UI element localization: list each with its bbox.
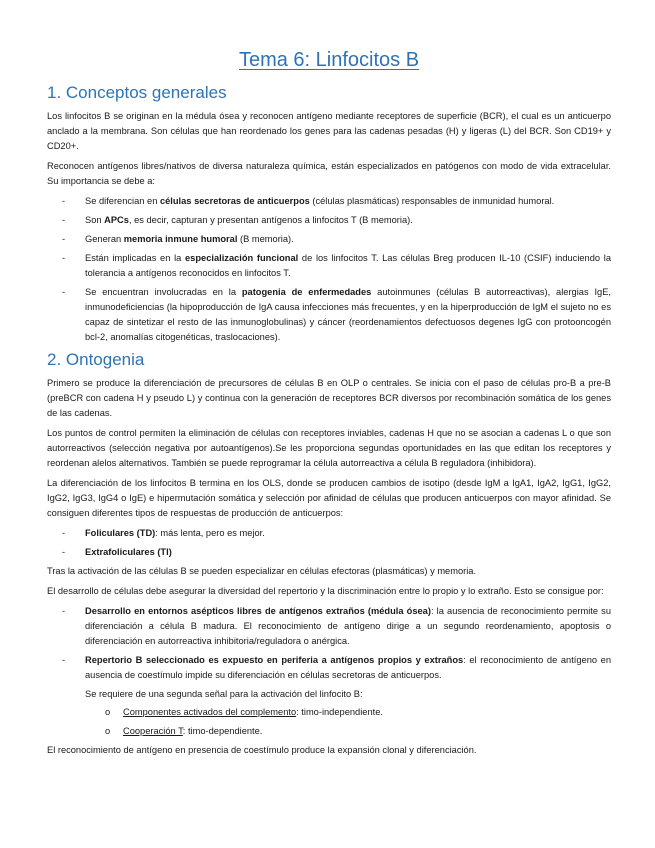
list-item: - Son APCs, es decir, capturan y presentan antígenos a linfocitos T (B memoria). bbox=[47, 213, 611, 228]
paragraph: Primero se produce la diferenciación de precursores de células B en OLP o centrales. Se inicia con el paso de células pro-B a pre-B (preBCR con cadena H y pseudo L) y continua con la generación de receptores BCR diversos por recombinación somática de los genes de las cadenas. bbox=[47, 378, 611, 418]
document-title: Tema 6: Linfocitos B bbox=[238, 49, 420, 71]
second-signal-text: Se requiere de una segunda señal para la activación del linfocito B: bbox=[85, 689, 363, 699]
development-list bbox=[47, 604, 611, 683]
dash-bullet: - bbox=[62, 528, 66, 538]
paragraph: Los puntos de control permiten la eliminación de células con receptores inviables, cadenas H que no se asocian a cadenas L o que son autorreactivos (selección negativa por autoantígenos).Se les proporciona segundas oportunidades en las que editan los receptores y reordenan alelos alternativos. También se puede reprogramar la célula autorreactiva a célula B reguladora (inhibidora). bbox=[47, 428, 611, 468]
list-item: - Se encuentran involucradas en la patogenia de enfermedades autoinmunes (células B autorreactivas), alergias IgE, inmunodeficiencias (la hipoproducción de IgA causa infecciones más frecuentes, y en la hiperproducción de IgM el sujeto no es capaz de sintetizar el resto de las inmunoglobulinas) y cáncer (reordenamientos defectuosos degenes IgG con protooncogén bcl-2, anomalías citogenéticas, traslocaciones). bbox=[62, 287, 611, 342]
list-item: - Foliculares (TD): más lenta, pero es mejor. bbox=[47, 526, 611, 541]
paragraph: La diferenciación de los linfocitos B termina en los OLS, donde se producen cambios de isotipo (desde IgM a IgA1, IgA2, IgG1, IgG2, IgG2, IgG3, IgG4 o IgE) e hipermutación somática y selección por afinidad de células que producen anticuerpos con mayor afinidad. Se consiguen diferentes tipos de respuestas de producción de anticuerpos: bbox=[47, 478, 611, 518]
dash-bullet: - bbox=[62, 196, 66, 206]
list-item: - Se diferencian en células secretoras de anticuerpos (células plasmáticas) responsables de inmunidad humoral. bbox=[47, 194, 611, 209]
paragraph: Los linfocitos B se originan en la médula ósea y reconocen antígeno mediante receptores de superficie (BCR), el cual es un anticuerpo anclado a la membrana. Son células que han reordenado los genes para las cadenas pesadas (H) y ligeras (L) del BCR. Son CD19+ y CD20+. bbox=[47, 111, 611, 151]
dash-bullet: - bbox=[62, 287, 66, 297]
second-signal-list bbox=[47, 705, 611, 739]
importance-list bbox=[47, 194, 611, 345]
list-item: o Cooperación T: timo-dependiente. bbox=[47, 724, 611, 739]
response-types-list bbox=[47, 526, 611, 560]
paragraph: Tras la activación de las células B se pueden especializar en células efectoras (plasmáticas) y memoria. bbox=[47, 566, 477, 576]
paragraph: El desarrollo de células debe asegurar la diversidad del repertorio y la discriminación entre lo propio y lo extraño. Esto se consigue por: bbox=[47, 586, 604, 596]
list-item: - Repertorio B seleccionado es expuesto en periferia a antígenos propios y extraños: el reconocimiento de antígeno en ausencia de coestímulo impide su diferenciación en células secretoras de anticuerpos. bbox=[62, 655, 611, 680]
dash-bullet: - bbox=[62, 655, 66, 665]
circle-bullet: o bbox=[105, 726, 111, 736]
list-item: o Componentes activados del complemento: timo-independiente. bbox=[47, 705, 611, 720]
dash-bullet: - bbox=[62, 253, 66, 263]
list-item: - Extrafoliculares (TI) bbox=[47, 545, 611, 560]
list-item: - Desarrollo en entornos asépticos libres de antígenos extraños (médula ósea): la ausencia de reconocimiento permite su diferenciación a célula B madura. El reconocimiento de antígeno dirige a un segundo reordenamiento, apoptosis o diferenciación en autorreactiva inhibitoria/reguladora o anérgica. bbox=[62, 606, 611, 646]
circle-bullet: o bbox=[105, 707, 111, 717]
section-heading-ontogenia: 2. Ontogenia bbox=[47, 350, 145, 369]
dash-bullet: - bbox=[62, 215, 66, 225]
dash-bullet: - bbox=[62, 606, 66, 616]
list-item: - Están implicadas en la especialización funcional de los linfocitos T. Las células Breg producen IL-10 (CSIF) induciendo la tolerancia a antígenos reconocidos en linfocitos T. bbox=[62, 253, 611, 278]
section-heading-conceptos: 1. Conceptos generales bbox=[47, 83, 227, 102]
paragraph: Reconocen antígenos libres/nativos de diversa naturaleza química, están especializados en patógenos con modo de vida extracelular. Su importancia se debe a: bbox=[47, 161, 611, 186]
dash-bullet: - bbox=[62, 547, 66, 557]
paragraph: El reconocimiento de antígeno en presencia de coestímulo produce la expansión clonal y diferenciación. bbox=[47, 745, 477, 755]
dash-bullet: - bbox=[62, 234, 66, 244]
list-item: - Generan memoria inmune humoral (B memoria). bbox=[47, 232, 611, 247]
